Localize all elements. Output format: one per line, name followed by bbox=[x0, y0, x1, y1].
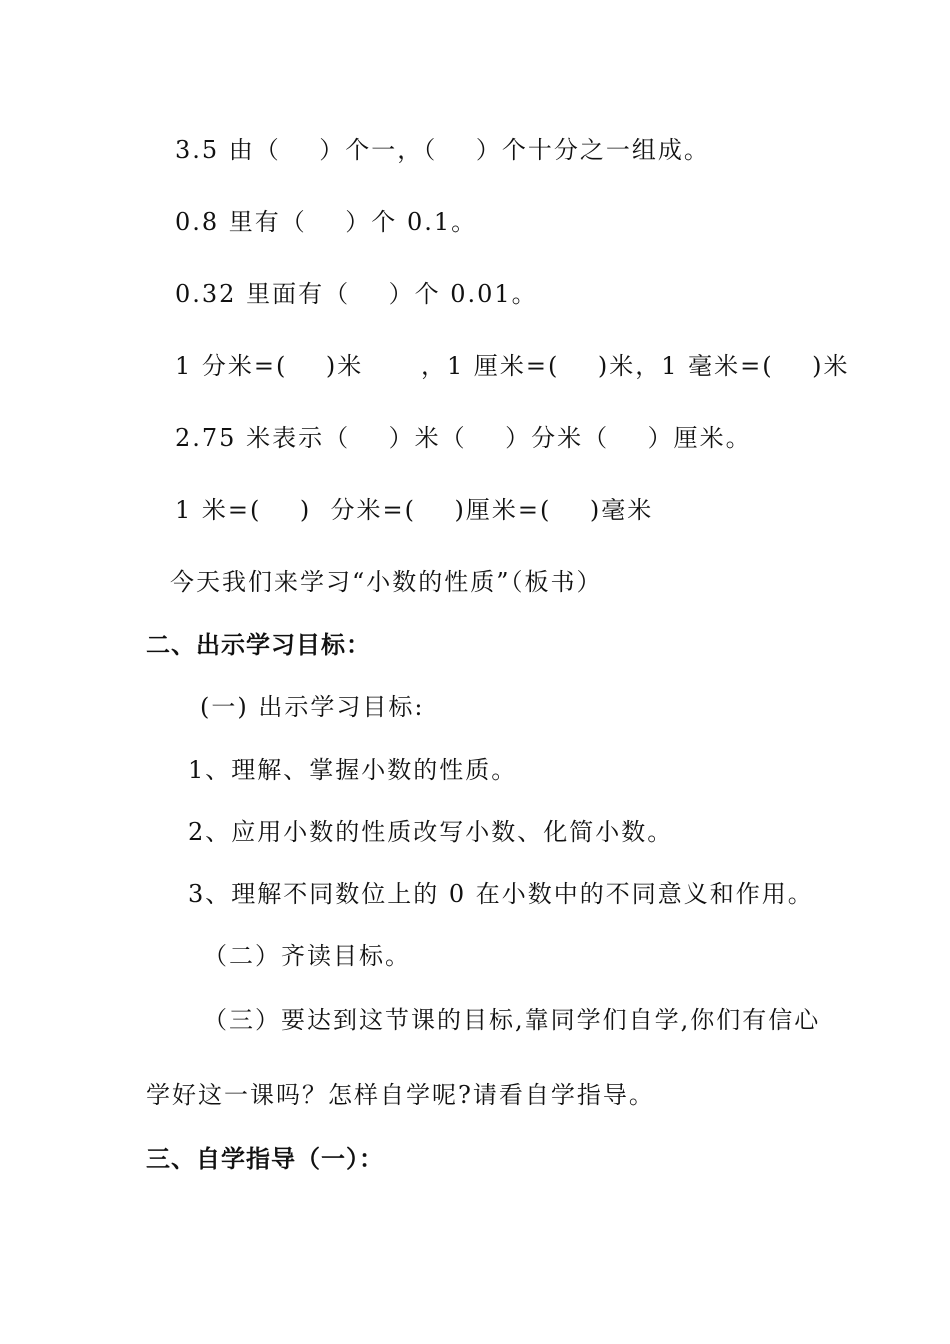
exercise-line-6: 1 米=( ) 分米=( )厘米=( )毫米 bbox=[175, 496, 654, 524]
exercise-line-4: 1 分米=( )米 ，1 厘米=( )米，1 毫米=( )米 bbox=[175, 352, 850, 380]
section-2-subheading-1: (一) 出示学习目标: bbox=[200, 693, 425, 721]
goal-item-3: 3、理解不同数位上的 0 在小数中的不同意义和作用。 bbox=[188, 880, 814, 908]
exercise-line-3: 0.32 里面有（ ）个 0.01。 bbox=[175, 280, 538, 308]
goal-item-2: 2、应用小数的性质改写小数、化简小数。 bbox=[188, 818, 674, 846]
exercise-line-2: 0.8 里有（ ）个 0.1。 bbox=[175, 208, 478, 236]
exercise-line-5: 2.75 米表示（ ）米（ ）分米（ ）厘米。 bbox=[175, 424, 752, 452]
goal-item-1: 1、理解、掌握小数的性质。 bbox=[188, 756, 518, 784]
section-3-heading: 三、自学指导（一）： bbox=[146, 1145, 384, 1173]
section-2-subheading-3: （三）要达到这节课的目标,靠同学们自学,你们有信心 bbox=[203, 1006, 821, 1034]
intro-line: 今天我们来学习“小数的性质”（板书） bbox=[170, 568, 603, 596]
exercise-line-1: 3.5 由（ ）个一，（ ）个十分之一组成。 bbox=[175, 136, 710, 164]
section-2-heading: 二、出示学习目标： bbox=[146, 631, 371, 659]
section-2-continuation: 学好这一课吗？怎样自学呢?请看自学指导。 bbox=[146, 1081, 655, 1109]
section-2-subheading-2: （二）齐读目标。 bbox=[203, 942, 411, 970]
